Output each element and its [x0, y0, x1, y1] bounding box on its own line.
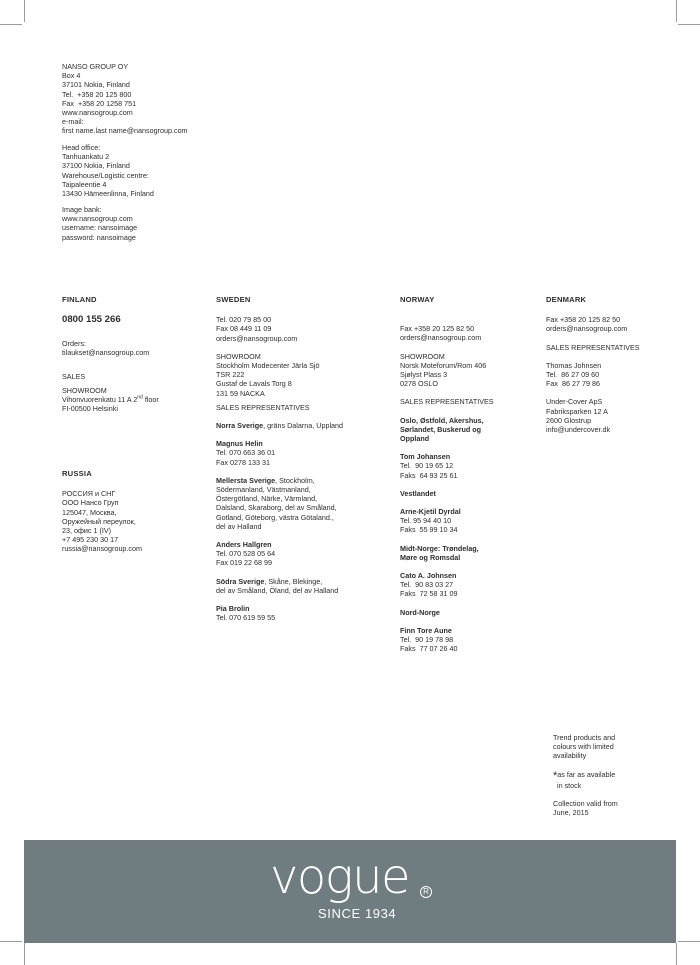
sweden-phone: Tel. 020 79 85 00	[216, 315, 272, 325]
sweden-title: SWEDEN	[216, 295, 251, 304]
head-office-label: Head office:	[62, 143, 101, 152]
denmark-orders-email[interactable]: orders@nansogroup.com	[546, 324, 628, 334]
stock-note-text: as far as available	[557, 769, 616, 779]
finland-section	[62, 295, 202, 413]
image-bank-password: password: nansoimage	[62, 232, 136, 242]
sweden-showroom-label: SHOWROOM	[216, 351, 261, 361]
norway-fax: Fax +358 20 125 82 50	[400, 324, 475, 334]
logo-since: SINCE 1934	[318, 906, 397, 921]
finland-phone: 0800 155 266	[62, 314, 121, 326]
warehouse-line: Taipaleentie 4	[62, 179, 107, 189]
norway-rep-tel: Tel. 95 94 40 10	[400, 516, 452, 526]
finland-showroom-city: FI-00500 Helsinki	[62, 404, 118, 414]
sweden-region-south	[216, 577, 386, 586]
norway-rep-fax: Faks 72 58 31 09	[400, 589, 458, 599]
denmark-fax: Fax +358 20 125 82 50	[546, 315, 621, 325]
norway-rep-name: Cato A. Johnsen	[400, 571, 457, 581]
sweden-showroom-line: 131 59 NACKA	[216, 388, 265, 398]
asterisk-icon: *	[553, 769, 558, 782]
finland-showroom-address	[62, 395, 202, 404]
norway-showroom-line: Norsk Moteforum/Rom 406	[400, 360, 487, 370]
norway-rep-fax: Faks 55 99 10 34	[400, 525, 458, 535]
sweden-rep-fax: Fax 0278 133 31	[216, 457, 270, 467]
sweden-rep-name: Anders Hallgren	[216, 540, 272, 550]
company-address-block	[62, 62, 188, 136]
norway-rep-tel: Tel. 90 83 03 27	[400, 580, 454, 590]
russia-line: 125047, Москва,	[62, 507, 117, 517]
crop-mark	[676, 0, 677, 22]
denmark-title: DENMARK	[546, 295, 587, 304]
region-name: Mellersta Sverige	[216, 475, 276, 485]
registered-icon: R	[420, 886, 432, 898]
sweden-rep-tel: Tel. 070 663 36 01	[216, 448, 276, 458]
sweden-sales-reps-label: SALES REPRESENTATIVES	[216, 402, 310, 412]
sweden-fax: Fax 08 449 11 09	[216, 324, 272, 334]
norway-region: Sørlandet, Buskerud og	[400, 424, 482, 434]
sweden-section	[216, 295, 386, 622]
finland-orders-label: Orders:	[62, 339, 86, 349]
denmark-rep-tel: Tel. 86 27 09 60	[546, 370, 600, 380]
sweden-showroom-line: TSR 222	[216, 370, 245, 380]
norway-rep-fax: Faks 77 07 26 40	[400, 644, 458, 654]
norway-rep-name: Arne-Kjetil Dyrdal	[400, 507, 461, 517]
company-website-link[interactable]: www.nansogroup.com	[62, 108, 133, 118]
finland-address-sup: nd	[137, 394, 143, 401]
sweden-rep-fax: Fax 019 22 68 99	[216, 558, 272, 568]
crop-mark	[0, 941, 22, 942]
head-office-line: Tanhuankatu 2	[62, 152, 110, 162]
sweden-showroom-line: Stockholm Modecenter Järla Sjö	[216, 361, 320, 371]
denmark-company-email[interactable]: info@undercover.dk	[546, 425, 611, 435]
sweden-region-line: Gotland, Göteborg, västra Götaland.,	[216, 512, 334, 522]
trend-note-line: colours with limited	[553, 742, 614, 752]
denmark-section	[546, 295, 676, 434]
sweden-rep-name: Magnus Helin	[216, 439, 263, 449]
norway-rep-fax: Faks 64 93 25 61	[400, 470, 458, 480]
finland-showroom-label: SHOWROOM	[62, 385, 107, 395]
crop-mark	[24, 943, 25, 965]
sweden-region-line: Södermanland, Västmanland,	[216, 485, 311, 495]
logo-wordmark: vogue	[270, 849, 410, 905]
region-detail: , Skåne, Blekinge,	[264, 576, 323, 586]
russia-line: Оружейный переулок,	[62, 516, 136, 526]
denmark-sales-reps-label: SALES REPRESENTATIVES	[546, 342, 640, 352]
norway-sales-reps-label: SALES REPRESENTATIVES	[400, 397, 494, 407]
company-fax: Fax +358 20 1258 751	[62, 98, 137, 108]
russia-line: РОССИЯ и СНГ	[62, 489, 116, 499]
norway-region: Nord-Norge	[400, 607, 440, 617]
stock-note	[553, 770, 673, 781]
norway-rep-name: Tom Johansen	[400, 452, 451, 462]
norway-orders-email[interactable]: orders@nansogroup.com	[400, 333, 482, 343]
company-email-pattern: first name.last name@nansogroup.com	[62, 126, 188, 136]
sweden-region-line: Dalsland, Skaraborg, del av Småland,	[216, 503, 337, 513]
company-email-label: e-mail:	[62, 117, 84, 127]
norway-region: Vestlandet	[400, 488, 436, 498]
sweden-region-line: Östergötland, Närke, Värmland,	[216, 494, 318, 504]
stock-note-line: in stock	[557, 780, 582, 790]
company-phone: Tel. +358 20 125 800	[62, 89, 132, 99]
russia-title: RUSSIA	[62, 469, 92, 478]
company-address-line: 37101 Nokia, Finland	[62, 80, 130, 90]
sweden-region-north	[216, 421, 386, 430]
russia-line: ООО Нансо Груп	[62, 498, 119, 508]
crop-mark	[676, 943, 677, 965]
sweden-rep-name: Pia Brolin	[216, 604, 250, 614]
trend-note-line: availability	[553, 751, 587, 761]
denmark-company-line: 2600 Glostrup	[546, 415, 592, 425]
valid-note-line: June, 2015	[553, 808, 589, 818]
norway-rep-tel: Tel. 90 19 65 12	[400, 461, 454, 471]
footer-banner	[24, 840, 676, 943]
finland-address-text: Vihonvuorenkatu 11 A 2	[62, 395, 138, 405]
norway-region: Oslo, Østfold, Akershus,	[400, 415, 484, 425]
denmark-company-line: Fabriksparken 12 A	[546, 406, 608, 416]
collection-notes	[553, 733, 673, 817]
norway-rep-tel: Tel. 90 19 78 98	[400, 635, 454, 645]
norway-showroom-line: 0278 OSLO	[400, 379, 438, 389]
head-office-block	[62, 143, 154, 198]
denmark-rep-name: Thomas Johnsen	[546, 360, 602, 370]
sweden-region-line: del av Småland, Öland, del av Halland	[216, 585, 339, 595]
russia-email[interactable]: russia@nansogroup.com	[62, 544, 143, 554]
image-bank-label: Image bank:	[62, 205, 102, 214]
crop-mark	[678, 24, 700, 25]
russia-line: 23, офис 1 (IV)	[62, 526, 112, 536]
denmark-rep-fax: Fax 86 27 79 86	[546, 379, 600, 389]
sweden-showroom-line: Gustaf de Lavals Torg 8	[216, 379, 292, 389]
norway-region: Oppland	[400, 434, 430, 444]
finland-orders-email[interactable]: tilaukset@nansogroup.com	[62, 348, 150, 358]
sweden-region-central	[216, 476, 386, 485]
image-bank-username: username: nansoimage	[62, 223, 138, 233]
vogue-logo	[270, 848, 450, 938]
norway-title: NORWAY	[400, 295, 435, 304]
russia-section	[62, 469, 202, 554]
russia-phone: +7 495 230 30 17	[62, 535, 119, 545]
crop-mark	[678, 941, 700, 942]
sweden-orders-email[interactable]: orders@nansogroup.com	[216, 333, 298, 343]
image-bank-link[interactable]: www.nansogroup.com	[62, 214, 133, 224]
norway-section	[400, 295, 540, 653]
norway-region: Midt-Norge: Trøndelag,	[400, 543, 479, 553]
sweden-region-line: del av Halland	[216, 521, 262, 531]
finland-sales-label: SALES	[62, 371, 86, 381]
finland-title: FINLAND	[62, 295, 97, 304]
region-name: Södra Sverige	[216, 576, 265, 586]
denmark-company-name: Under-Cover ApS	[546, 397, 603, 407]
warehouse-label: Warehouse/Logistic centre:	[62, 170, 149, 180]
company-address-line: Box 4	[62, 71, 81, 81]
crop-mark	[24, 0, 25, 22]
trend-note-line: Trend products and	[553, 733, 616, 742]
region-name: Norra Sverige	[216, 421, 264, 431]
norway-showroom-line: Sjølyst Plass 3	[400, 370, 448, 380]
warehouse-line: 13430 Hämeenlinna, Finland	[62, 189, 154, 199]
region-detail: , Stockholm,	[275, 475, 315, 485]
norway-region: Møre og Romsdal	[400, 552, 461, 562]
head-office-line: 37100 Nokia, Finland	[62, 161, 130, 171]
region-detail: , gräns Dalarna, Uppland	[263, 421, 344, 431]
norway-showroom-label: SHOWROOM	[400, 351, 445, 361]
norway-rep-name: Finn Tore Aune	[400, 625, 452, 635]
crop-mark	[0, 24, 22, 25]
valid-note-line: Collection valid from	[553, 798, 618, 808]
image-bank-block	[62, 205, 137, 242]
company-name: NANSO GROUP OY	[62, 62, 129, 71]
sweden-rep-tel: Tel. 070 528 05 64	[216, 549, 276, 559]
sweden-rep-tel: Tel. 070 619 59 55	[216, 613, 276, 623]
finland-address-rest: floor	[142, 395, 159, 405]
